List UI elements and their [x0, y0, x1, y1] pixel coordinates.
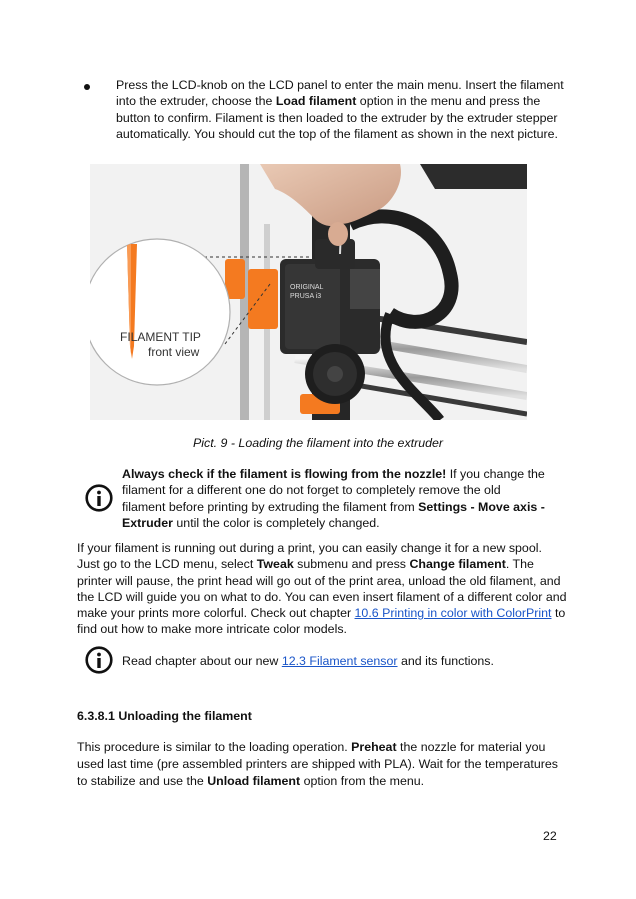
brand-text-2: PRUSA i3 — [290, 293, 322, 300]
info-icon — [85, 484, 113, 512]
body-paragraph — [77, 540, 567, 638]
brand-text-1: ORIGINAL — [290, 284, 324, 291]
instruction-paragraph — [116, 77, 566, 142]
bold-term: Tweak — [256, 557, 294, 572]
text-run: Press the LCD-knob on the LCD panel to enter the main menu. Insert the filament into the extruder, choose the — [116, 78, 564, 109]
text-run: option in the menu and press the button to confirm. Filament is then loaded to the extruder by the extruder stepper automatically. You should cut the top of the filament as shown in the next picture. — [116, 94, 558, 141]
text-run: If you change the filament for a different one do not forget to completely remove the old filament before printing by extruding the filament from — [122, 467, 545, 514]
section-heading: 6.3.8.1 Unloading the filament — [77, 709, 252, 723]
bold-term: Change filament — [409, 557, 506, 572]
bullet-point — [84, 84, 90, 90]
text-run: and its functions. — [397, 654, 494, 668]
bold-term: Always check if the filament is flowing from the nozzle! — [122, 467, 447, 481]
text-run: Read chapter about our new — [122, 654, 282, 668]
text-run: until the color is completely changed. — [172, 515, 380, 530]
bold-term: Preheat — [351, 740, 397, 754]
filament-sensor-link[interactable]: 12.3 Filament sensor — [281, 654, 398, 668]
text-run: submenu and press — [293, 557, 410, 572]
extruder-photo — [90, 164, 527, 420]
text-run: option from the menu. — [300, 773, 425, 788]
text-run: . The printer will pause, the print head will go out of the print area, unload the old filament, and the LCD will guide you on what to do. You can even insert filament of a different color and make your prints more colorful. Check out chapter — [77, 557, 567, 621]
filament-tip-label: FILAMENT TIP — [120, 330, 201, 344]
text-run: to find out how to make more intricate color models. — [77, 606, 566, 637]
bold-term: Load filament — [275, 94, 357, 109]
bold-term: Unload filament — [207, 773, 301, 788]
body-paragraph — [77, 739, 567, 789]
figure-caption: Pict. 9 - Loading the filament into the extruder — [192, 436, 444, 450]
page-number: 22 — [543, 829, 557, 843]
front-view-label: front view — [148, 345, 200, 359]
info-note — [122, 654, 547, 668]
bold-term: Settings - Move axis - Extruder — [122, 499, 545, 530]
warning-note — [122, 466, 547, 531]
extruder-illustration — [90, 164, 527, 420]
text-run: This procedure is similar to the loading operation. — [77, 740, 352, 754]
text-run: If your filament is running out during a print, you can easily change it for a new spool. Just go to the LCD menu, select — [77, 541, 542, 572]
info-icon — [85, 646, 113, 674]
colorprint-chapter-link[interactable]: 10.6 Printing in color with ColorPrint — [354, 606, 552, 621]
text-run: the nozzle for material you used last time (pre assembled printers are shipped with PLA). Wait for the temperatures to stabilize and use the — [77, 740, 558, 788]
